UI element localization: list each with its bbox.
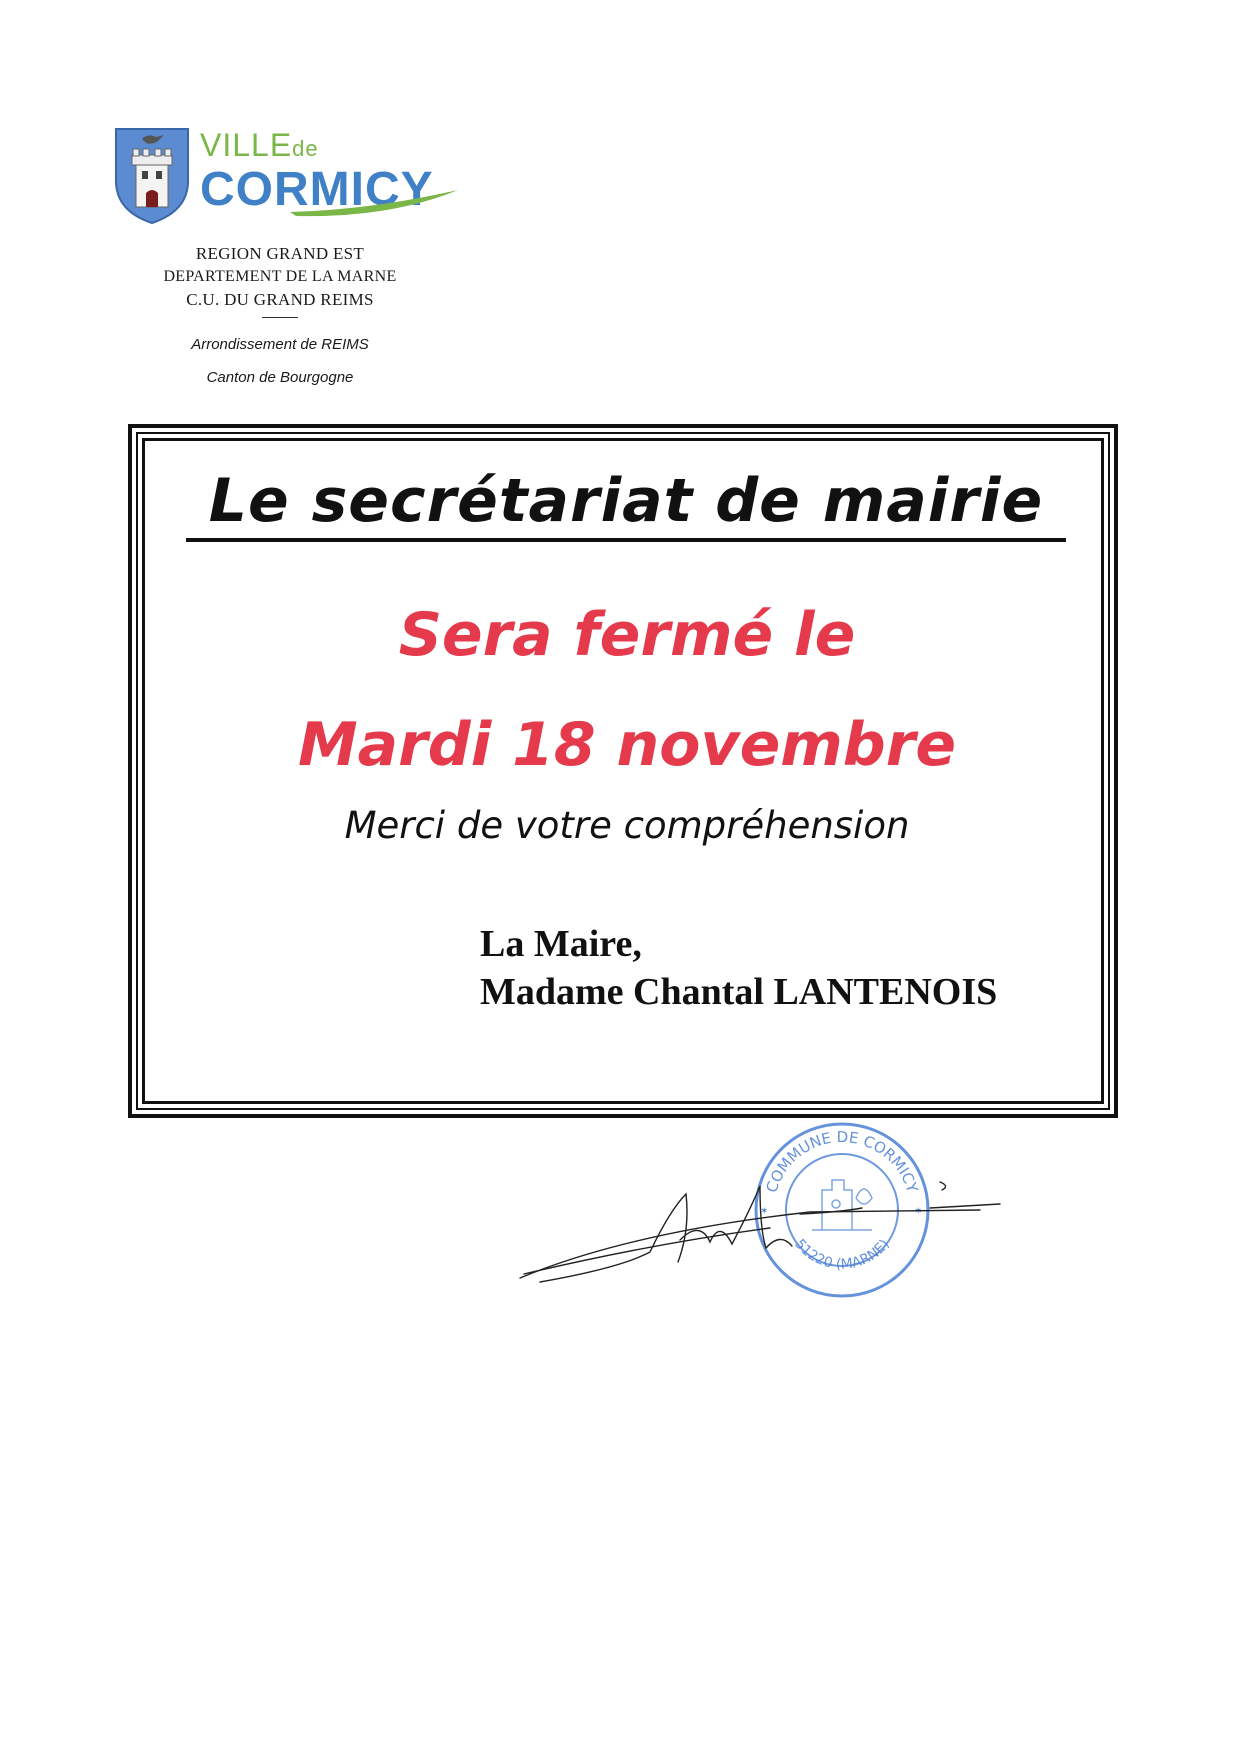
closure-line-1: Sera fermé le bbox=[398, 600, 856, 670]
closure-date: Mardi 18 novembre bbox=[297, 710, 957, 780]
svg-text:✶: ✶ bbox=[914, 1206, 923, 1217]
svg-text:51220 (MARNE): 51220 (MARNE) bbox=[791, 1236, 893, 1273]
handwritten-signature bbox=[510, 1170, 1050, 1290]
svg-text:COMMUNE DE CORMICY: COMMUNE DE CORMICY bbox=[762, 1127, 922, 1195]
signatory-role: La Maire, bbox=[480, 923, 642, 965]
swoosh-icon bbox=[200, 188, 460, 218]
signatory-block bbox=[480, 920, 997, 1016]
admin-cu: C.U. DU GRAND REIMS bbox=[186, 290, 374, 309]
admin-region: REGION GRAND EST bbox=[195, 244, 365, 263]
signatory-name: Madame Chantal LANTENOIS bbox=[480, 971, 998, 1013]
svg-text:✶: ✶ bbox=[760, 1206, 769, 1217]
thanks-line: Merci de votre compréhension bbox=[344, 804, 910, 847]
admin-arrondissement: Arrondissement de REIMS bbox=[191, 336, 369, 353]
administrative-header bbox=[130, 242, 430, 394]
admin-departement: DEPARTEMENT DE LA MARNE bbox=[163, 268, 397, 285]
notice-frame bbox=[128, 424, 1118, 1118]
admin-divider bbox=[262, 317, 298, 318]
brand-ville: VILLEde bbox=[200, 127, 319, 163]
brand-name: CORMICY bbox=[200, 163, 434, 216]
notice-title: Le secrétariat de mairie bbox=[186, 466, 1066, 542]
brand-logotype bbox=[200, 128, 434, 214]
admin-canton: Canton de Bourgogne bbox=[206, 369, 354, 386]
coat-of-arms-logo bbox=[112, 125, 192, 225]
